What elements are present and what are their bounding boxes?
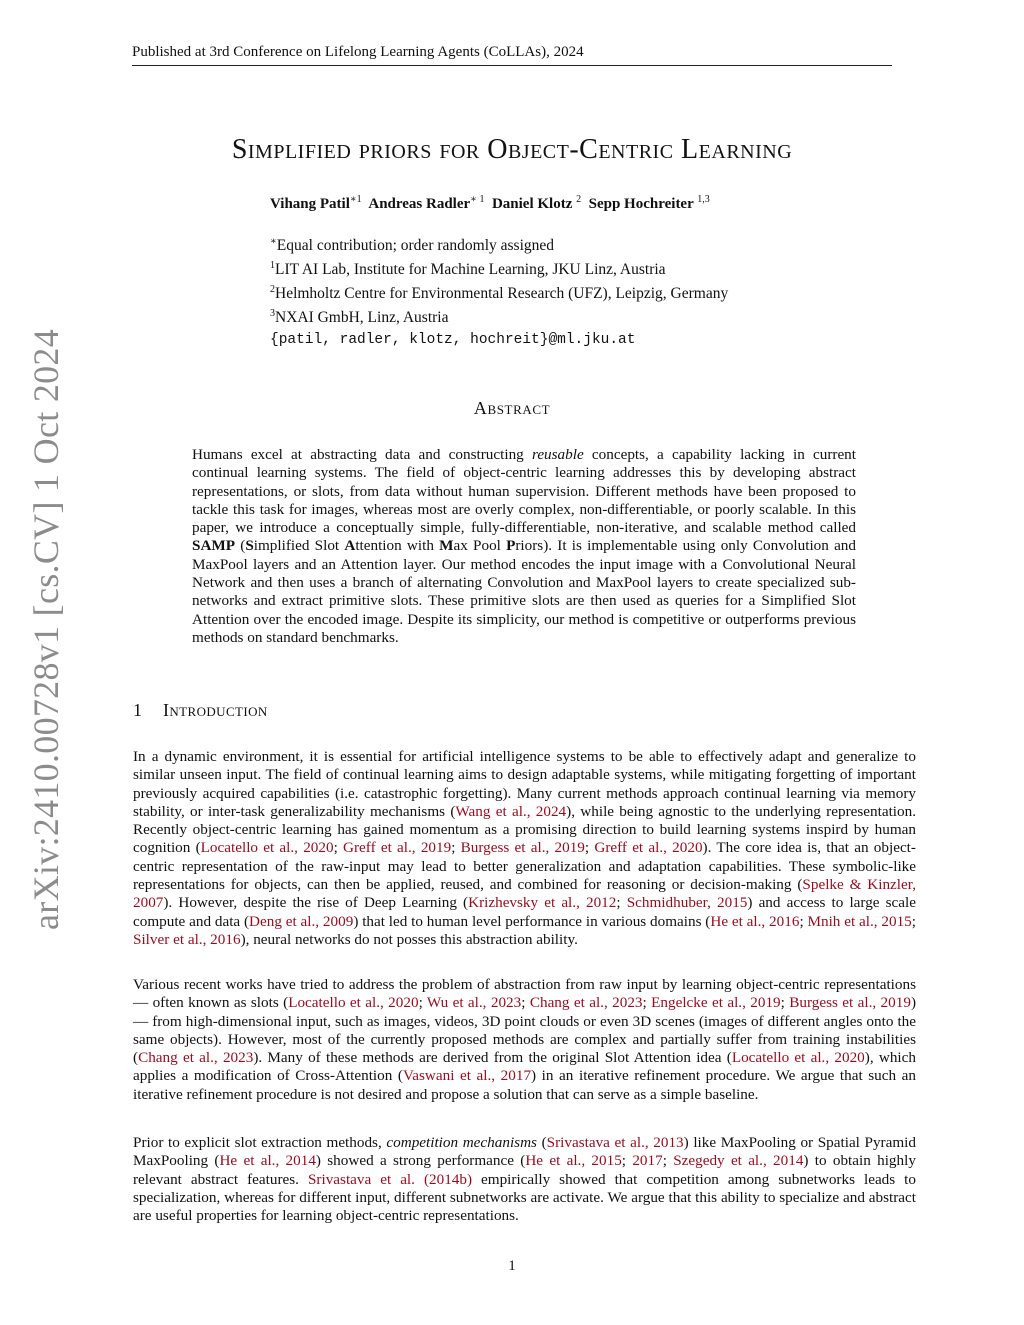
abstract-emphasis: reusable [531, 446, 584, 463]
affiliation-mark: 3 [270, 308, 275, 319]
citation-link[interactable]: Krizhevsky et al., 2012 [468, 894, 617, 912]
section-number: 1 [133, 700, 143, 720]
paragraph-text: ) and access to large scale compute and data ( [133, 894, 916, 930]
paragraph-text: Various recent works have tried to address the problem of abstraction from raw input by learning object-centric representations — often known as slots ( [133, 976, 916, 1012]
affiliation-mark: 2 [270, 284, 275, 295]
arxiv-identifier-stamp: arXiv:2410.00728v1 [cs.CV] 1 Oct 2024 [26, 328, 66, 930]
citation-link[interactable]: Engelcke et al., 2019 [651, 994, 781, 1012]
citation-link[interactable]: Burgess et al., 2019 [789, 994, 911, 1012]
citation-link[interactable]: Schmidhuber, 2015 [626, 894, 748, 912]
paragraph-text: ), which applies a modification of Cross-Attention ( [133, 1049, 916, 1085]
citation-link[interactable]: Wang et al., 2024 [455, 802, 567, 820]
paragraph-text: ) that led to human level performance in various domains ( [353, 912, 711, 930]
abstract-body: Humans excel at abstracting data and constructing reusable concepts, a capability lacking in current continual learning systems. The field of object-centric learning addresses this by developing abstract representations, or slots, from data without human supervision. Different methods have been proposed to tackle this task for images, whereas most are overly complex, non-differentiable, or poorly scalable. In this paper, we introduce a conceptually simple, fully-differentiable, non-iterative, and scalable method called SAMP (Simplified Slot Attention with Max Pool Priors). It is implementable using only Convolution and MaxPool layers and an Attention layer. Our method encodes the input image with a Convolutional Neural Network and then uses a branch of alternating Convolution and MaxPool layers to create specialized sub-networks and extract primitive slots. These primitive slots are then used as queries for a Simplified Slot Attention over the encoded image. Despite its simplicity, our method is competitive or outperforms previous methods on standard benchmarks. [192, 446, 856, 646]
affiliation-text: LIT AI Lab, Institute for Machine Learning, JKU Linz, Austria [275, 261, 666, 279]
abstract-text: It is implementable using only Convolution and MaxPool layers and an Attention layer. Our method encodes the input image with a Convolutional Neural Network and then uses a branch of alternating Convolution and MaxPool layers to create specialized sub-networks and extract primitive slots. These primitive slots are then used as queries for a Simplified Slot Attention over the encoded image. Despite its simplicity, our method is competitive or outperforms previous methods on standard benchmarks. [192, 537, 856, 646]
citation-link[interactable]: He et al., 2014 [219, 1152, 316, 1170]
citation-link[interactable]: He et al., 2015 [525, 1152, 622, 1170]
citation-link[interactable]: Deng et al., 2009 [249, 912, 354, 930]
citation-link[interactable]: Szegedy et al., 2014 [673, 1152, 804, 1170]
citation-link[interactable]: Silver et al., 2016 [133, 930, 241, 948]
method-name: SAMP [192, 537, 236, 555]
citation-link[interactable]: 2017 [632, 1152, 663, 1170]
citation-link[interactable]: Greff et al., 2020 [594, 839, 703, 857]
citation-link[interactable]: Srivastava et al. (2014b) [307, 1170, 473, 1188]
citation-link[interactable]: Locatello et al., 2020 [288, 994, 419, 1012]
citation-link[interactable]: Locatello et al., 2020 [200, 839, 334, 857]
author-name: Daniel Klotz [491, 196, 573, 212]
abstract-text: concepts, a capability lacking in current continual learning systems. The field of object-centric learning addresses this by developing abstract representations, or slots, from data without human supervision. Different methods have been proposed to tackle this task for images, whereas most are overly complex, non-differentiable, or poorly scalable. In this paper, we introduce a conceptually simple, fully-differentiable, non-iterative, and scalable method called [192, 446, 856, 537]
citation-link[interactable]: Locatello et al., 2020 [731, 1049, 865, 1067]
abstract-heading: Abstract [473, 398, 551, 418]
paragraph-text: ) to obtain highly relevant abstract features. [133, 1152, 916, 1188]
citation-link[interactable]: Spelke & Kinzler, 2007 [133, 876, 916, 912]
affiliation-text: Helmholtz Centre for Environmental Research (UFZ), Leipzig, Germany [275, 285, 729, 303]
section-heading [133, 700, 268, 721]
acronym-letter: A [344, 537, 356, 555]
paragraph-text: ). Many of these methods are derived from the original Slot Attention idea ( [253, 1049, 732, 1067]
intro-paragraph: Various recent works have tried to address the problem of abstraction from raw input by learning object-centric representations — often known as slots (Locatello et al., 2020; Wu et al., 2023; Chang et al., 2023; Engelcke et al., 2019; Burgess et al., 2019) — from high-dimensional input, such as images, videos, 3D point clouds or even 3D scenes (images of different angles onto the same objects). However, most of the currently proposed methods are complex and partially suffer from training instabilities (Chang et al., 2023). Many of these methods are derived from the original Slot Attention idea (Locatello et al., 2020), which applies a modification of Cross-Attention (Vaswani et al., 2017) in an iterative refinement procedure. We argue that such an iterative refinement procedure is not desired and propose a solution that can serve as a simple baseline. [133, 976, 916, 1103]
author-emails: {patil, radler, klotz, hochreit}@ml.jku.at [270, 332, 636, 348]
affiliation-line [270, 308, 449, 327]
author-mark: ∗1 [349, 194, 362, 205]
affiliation-text: Equal contribution; order randomly assigned [276, 237, 555, 255]
paragraph-text: ( [541, 1134, 547, 1151]
acronym-letter: M [439, 537, 454, 555]
paragraph-text: ), while being agnostic to the underlying representation. Recently object-centric learning has gained momentum as a promising direction to build learning systems inspird by human cognition ( [133, 802, 916, 857]
paragraph-text: ) in an iterative refinement procedure. We argue that such an iterative refinement procedure is not desired and propose a solution that can serve as a simple baseline. [133, 1067, 916, 1103]
conference-header: Published at 3rd Conference on Lifelong Learning Agents (CoLLAs), 2024 [132, 43, 892, 66]
citation-link[interactable]: Burgess et al., 2019 [460, 839, 585, 857]
citation-link[interactable]: He et al., 2016 [710, 912, 800, 930]
paragraph-emphasis: competition mechanisms [386, 1134, 537, 1151]
acronym-letter: P [506, 537, 516, 555]
author-mark: ∗ 1 [470, 194, 485, 205]
affiliation-text: NXAI GmbH, Linz, Austria [275, 309, 449, 327]
affiliation-line [270, 260, 666, 279]
paragraph-text: ). The core idea is, that an object-centric representation of the raw-input may lead to better generalization and adaptation capabilities. These symbolic-like representations for objects, can then be applied, reused, and combined for reasoning or decision-making ( [133, 839, 916, 894]
paragraph-text: In a dynamic environment, it is essential for artificial intelligence systems to be able to effectively adapt and generalize to similar unseen input. The field of continual learning aims to design adaptable systems, while mitigating forgetting of important previously acquired capabilities (i.e. catastrophic forgetting). Many current methods approach continual learning via memory stability, or inter-task generalizability mechanisms ( [133, 748, 916, 820]
paragraph-text: ) showed a strong performance ( [315, 1152, 526, 1170]
intro-paragraph: In a dynamic environment, it is essential for artificial intelligence systems to be able to effectively adapt and generalize to similar unseen input. The field of continual learning aims to design adaptable systems, while mitigating forgetting of important previously acquired capabilities (i.e. catastrophic forgetting). Many current methods approach continual learning via memory stability, or inter-task generalizability mechanisms (Wang et al., 2024), while being agnostic to the underlying representation. Recently object-centric learning has gained momentum as a promising direction to build learning systems inspird by human cognition (Locatello et al., 2020; Greff et al., 2019; Burgess et al., 2019; Greff et al., 2020). The core idea is, that an object-centric representation of the raw-input may lead to better generalization and adaptation capabilities. These symbolic-like representations for objects, can then be applied, reused, and combined for reasoning or decision-making (Spelke & Kinzler, 2007). However, despite the rise of Deep Learning (Krizhevsky et al., 2012; Schmidhuber, 2015) and access to large scale compute and data (Deng et al., 2009) that led to human level performance in various domains (He et al., 2016; Mnih et al., 2015; Silver et al., 2016), neural networks do not posses this abstraction ability. [133, 748, 916, 948]
acronym-rest: implified Slot [253, 537, 345, 555]
paragraph-text: ) like MaxPooling or Spatial Pyramid MaxPooling ( [133, 1134, 916, 1170]
paragraph-text: Prior to explicit slot extraction methods, [133, 1134, 382, 1151]
abstract-text: Humans excel at abstracting data and constructing [192, 446, 524, 463]
author-mark: 1,3 [697, 194, 710, 205]
author-list [270, 194, 710, 213]
affiliation-mark: ∗ [270, 236, 277, 247]
paper-title: Simplified priors for Object-Centric Learning [231, 134, 793, 165]
acronym-rest: ax Pool [453, 537, 507, 555]
paragraph-text: ) — from high-dimensional input, such as images, videos, 3D point clouds or even 3D scenes (images of different angles onto the same objects). However, most of the currently proposed methods are complex and partially suffer from training instabilities ( [133, 994, 916, 1067]
citation-link[interactable]: Wu et al., 2023 [426, 994, 522, 1012]
paragraph-text: ). However, despite the rise of Deep Learning ( [163, 894, 469, 912]
citation-link[interactable]: Mnih et al., 2015 [807, 912, 912, 930]
author-mark: 2 [576, 194, 582, 205]
paragraph-text: ), neural networks do not posses this abstraction ability. [240, 930, 578, 948]
acronym-letter: S [245, 537, 254, 555]
author-name: Vihang Patil [270, 196, 350, 212]
affiliation-line [270, 236, 554, 255]
author-name: Sepp Hochreiter [588, 196, 694, 212]
citation-link[interactable]: Greff et al., 2019 [343, 839, 452, 857]
page-number: 1 [508, 1258, 516, 1274]
citation-link[interactable]: Chang et al., 2023 [529, 994, 643, 1012]
affiliation-line [270, 284, 728, 303]
citation-link[interactable]: Chang et al., 2023 [138, 1049, 254, 1067]
acronym-rest: ttention with [355, 537, 440, 555]
paragraph-text: empirically showed that competition among subnetworks leads to specialization, whereas for different input, different subnetworks are activate. We argue that this ability to specialize and abstract are useful properties for learning object-centric representations. [133, 1170, 916, 1225]
affiliation-mark: 1 [270, 260, 275, 271]
author-name: Andreas Radler [368, 196, 471, 212]
intro-paragraph: Prior to explicit slot extraction methods, competition mechanisms (Srivastava et al., 2013) like MaxPooling or Spatial Pyramid MaxPooling (He et al., 2014) showed a strong performance (He et al., 2015; 2017; Szegedy et al., 2014) to obtain highly relevant abstract features. Srivastava et al. (2014b) empirically showed that competition among subnetworks leads to specialization, whereas for different input, different subnetworks are activate. We argue that this ability to specialize and abstract are useful properties for learning object-centric representations. [133, 1134, 916, 1225]
citation-link[interactable]: Srivastava et al., 2013 [546, 1134, 684, 1151]
acronym-rest: riors [515, 537, 544, 555]
citation-link[interactable]: Vaswani et al., 2017 [402, 1067, 532, 1085]
section-title: Introduction [163, 700, 268, 720]
